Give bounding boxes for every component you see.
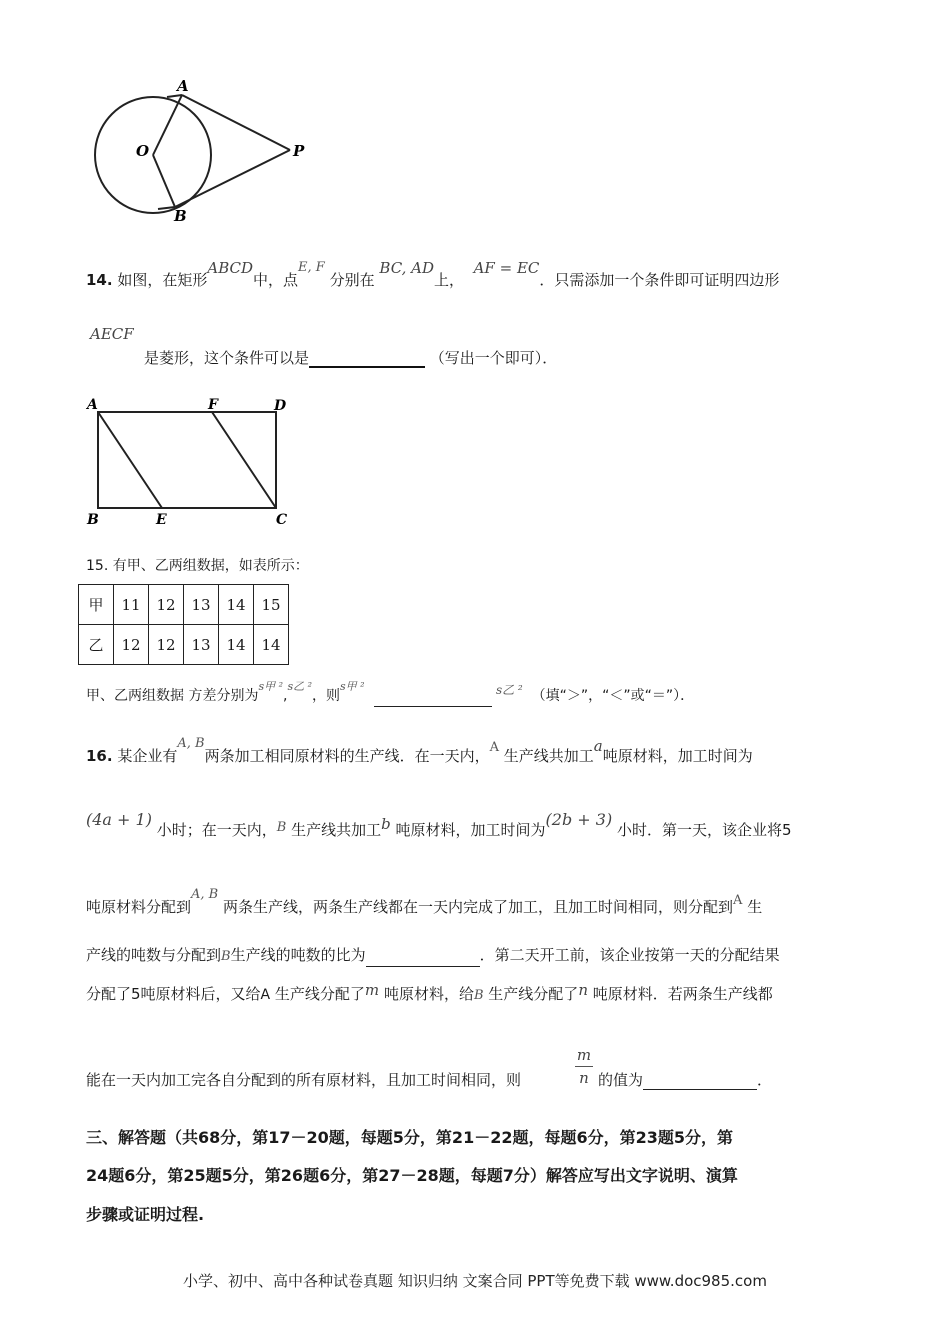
tangent-pb [175,150,290,207]
q16-line1: 16. 某企业有A, B两条加工相同原材料的生产线．在一天内，A 生产线共加工a吨原材料，加工时间为 [86,736,753,765]
table-row [79,585,289,625]
table-cell: 12 [149,585,184,625]
segment-fc [212,412,276,508]
q16-line2: (4a + 1) 小时；在一天内，B 生产线共加工b 吨原材料，加工时间为(2b + 3) 小时．第一天，该企业将5 [86,810,792,839]
table-row [79,625,289,665]
section3-heading-l3: 步骤或证明过程. [86,1205,205,1224]
circle-tangent-figure [85,75,315,225]
label-rect-c: C [276,512,288,528]
radius-ob [153,155,175,207]
table-cell: 甲 [79,585,114,625]
table-cell: 15 [254,585,289,625]
label-rect-d: D [274,398,287,414]
section3-heading-l1: 三、解答题（共68分，第17－20题，每题5分，第21－22题，每题6分，第23题5分，第 [86,1128,733,1147]
table-cell: 12 [149,625,184,665]
q16-line4: 产线的吨数与分配到B生产线的吨数的比为 ．第二天开工前，该企业按第一天的分配结果 [86,945,780,967]
table-cell: 11 [114,585,149,625]
rect-abcd [98,412,276,508]
q15-data-table [78,584,289,665]
label-rect-a: A [87,397,98,413]
fraction-m-over-n: m n [576,1046,592,1087]
q16-number: 16. [86,747,113,765]
segment-ae [98,412,162,508]
section3-heading-l2: 24题6分，第25题5分，第26题6分，第27－28题，每题7分）解答应写出文字说明、演算 [86,1166,738,1185]
table-cell: 14 [219,585,254,625]
table-cell: 12 [114,625,149,665]
label-rect-b: B [87,512,99,528]
table-cell: 14 [219,625,254,665]
radius-oa [153,95,182,155]
label-a: A [177,77,189,95]
tangent-pa [182,95,290,150]
q14-number: 14. [86,271,113,289]
label-p: P [293,142,305,160]
table-cell: 13 [184,585,219,625]
rectangle-figure [82,394,292,530]
table-cell: 14 [254,625,289,665]
q16-line3: 吨原材料分配到A, B 两条生产线，两条生产线都在一天内完成了加工，且加工时间相同，则分配到A 生 [86,887,763,916]
q16-ratio-blank[interactable] [366,966,480,967]
q15-intro: 15. 有甲、乙两组数据，如表所示： [86,558,309,574]
label-rect-f: F [208,397,218,413]
q15-answer-blank[interactable] [374,706,492,707]
page-footer: 小学、初中、高中各种试卷真题 知识归纳 文案合同 PPT等免费下载 www.doc985.com [183,1272,767,1290]
q16-value-blank[interactable] [643,1089,757,1090]
q14-line2: AECF [90,325,134,343]
q16-line6b: 的值为 ． [598,1071,773,1089]
label-o: O [136,142,150,160]
label-b: B [174,207,187,225]
q15-question: 甲、乙两组数据 方差分别为$^{s甲 ^2}$,$^{s乙 ^2}$，则$^{s甲 ^2}$ s乙 ² （填“＞”，“＜”或“＝”）． [86,686,694,707]
q14-line2b: 是菱形，这个条件可以是 （写出一个即可）． [144,349,558,367]
q16-line6: 能在一天内加工完各自分配到的所有原材料，且加工时间相同，则 [86,1071,522,1089]
label-rect-e: E [156,512,167,528]
q16-line5: 分配了5吨原材料后，又给A 生产线分配了m 吨原材料，给B 生产线分配了n 吨原材料．若两条生产线都 [86,981,773,1003]
q14-answer-blank[interactable] [309,366,425,368]
table-cell: 乙 [79,625,114,665]
table-cell: 13 [184,625,219,665]
q14-line1: 14. 如图，在矩形ABCD中，点E, F 分别在 BC, AD上， AF = EC．只需添加一个条件即可证明四边形 [86,259,780,289]
